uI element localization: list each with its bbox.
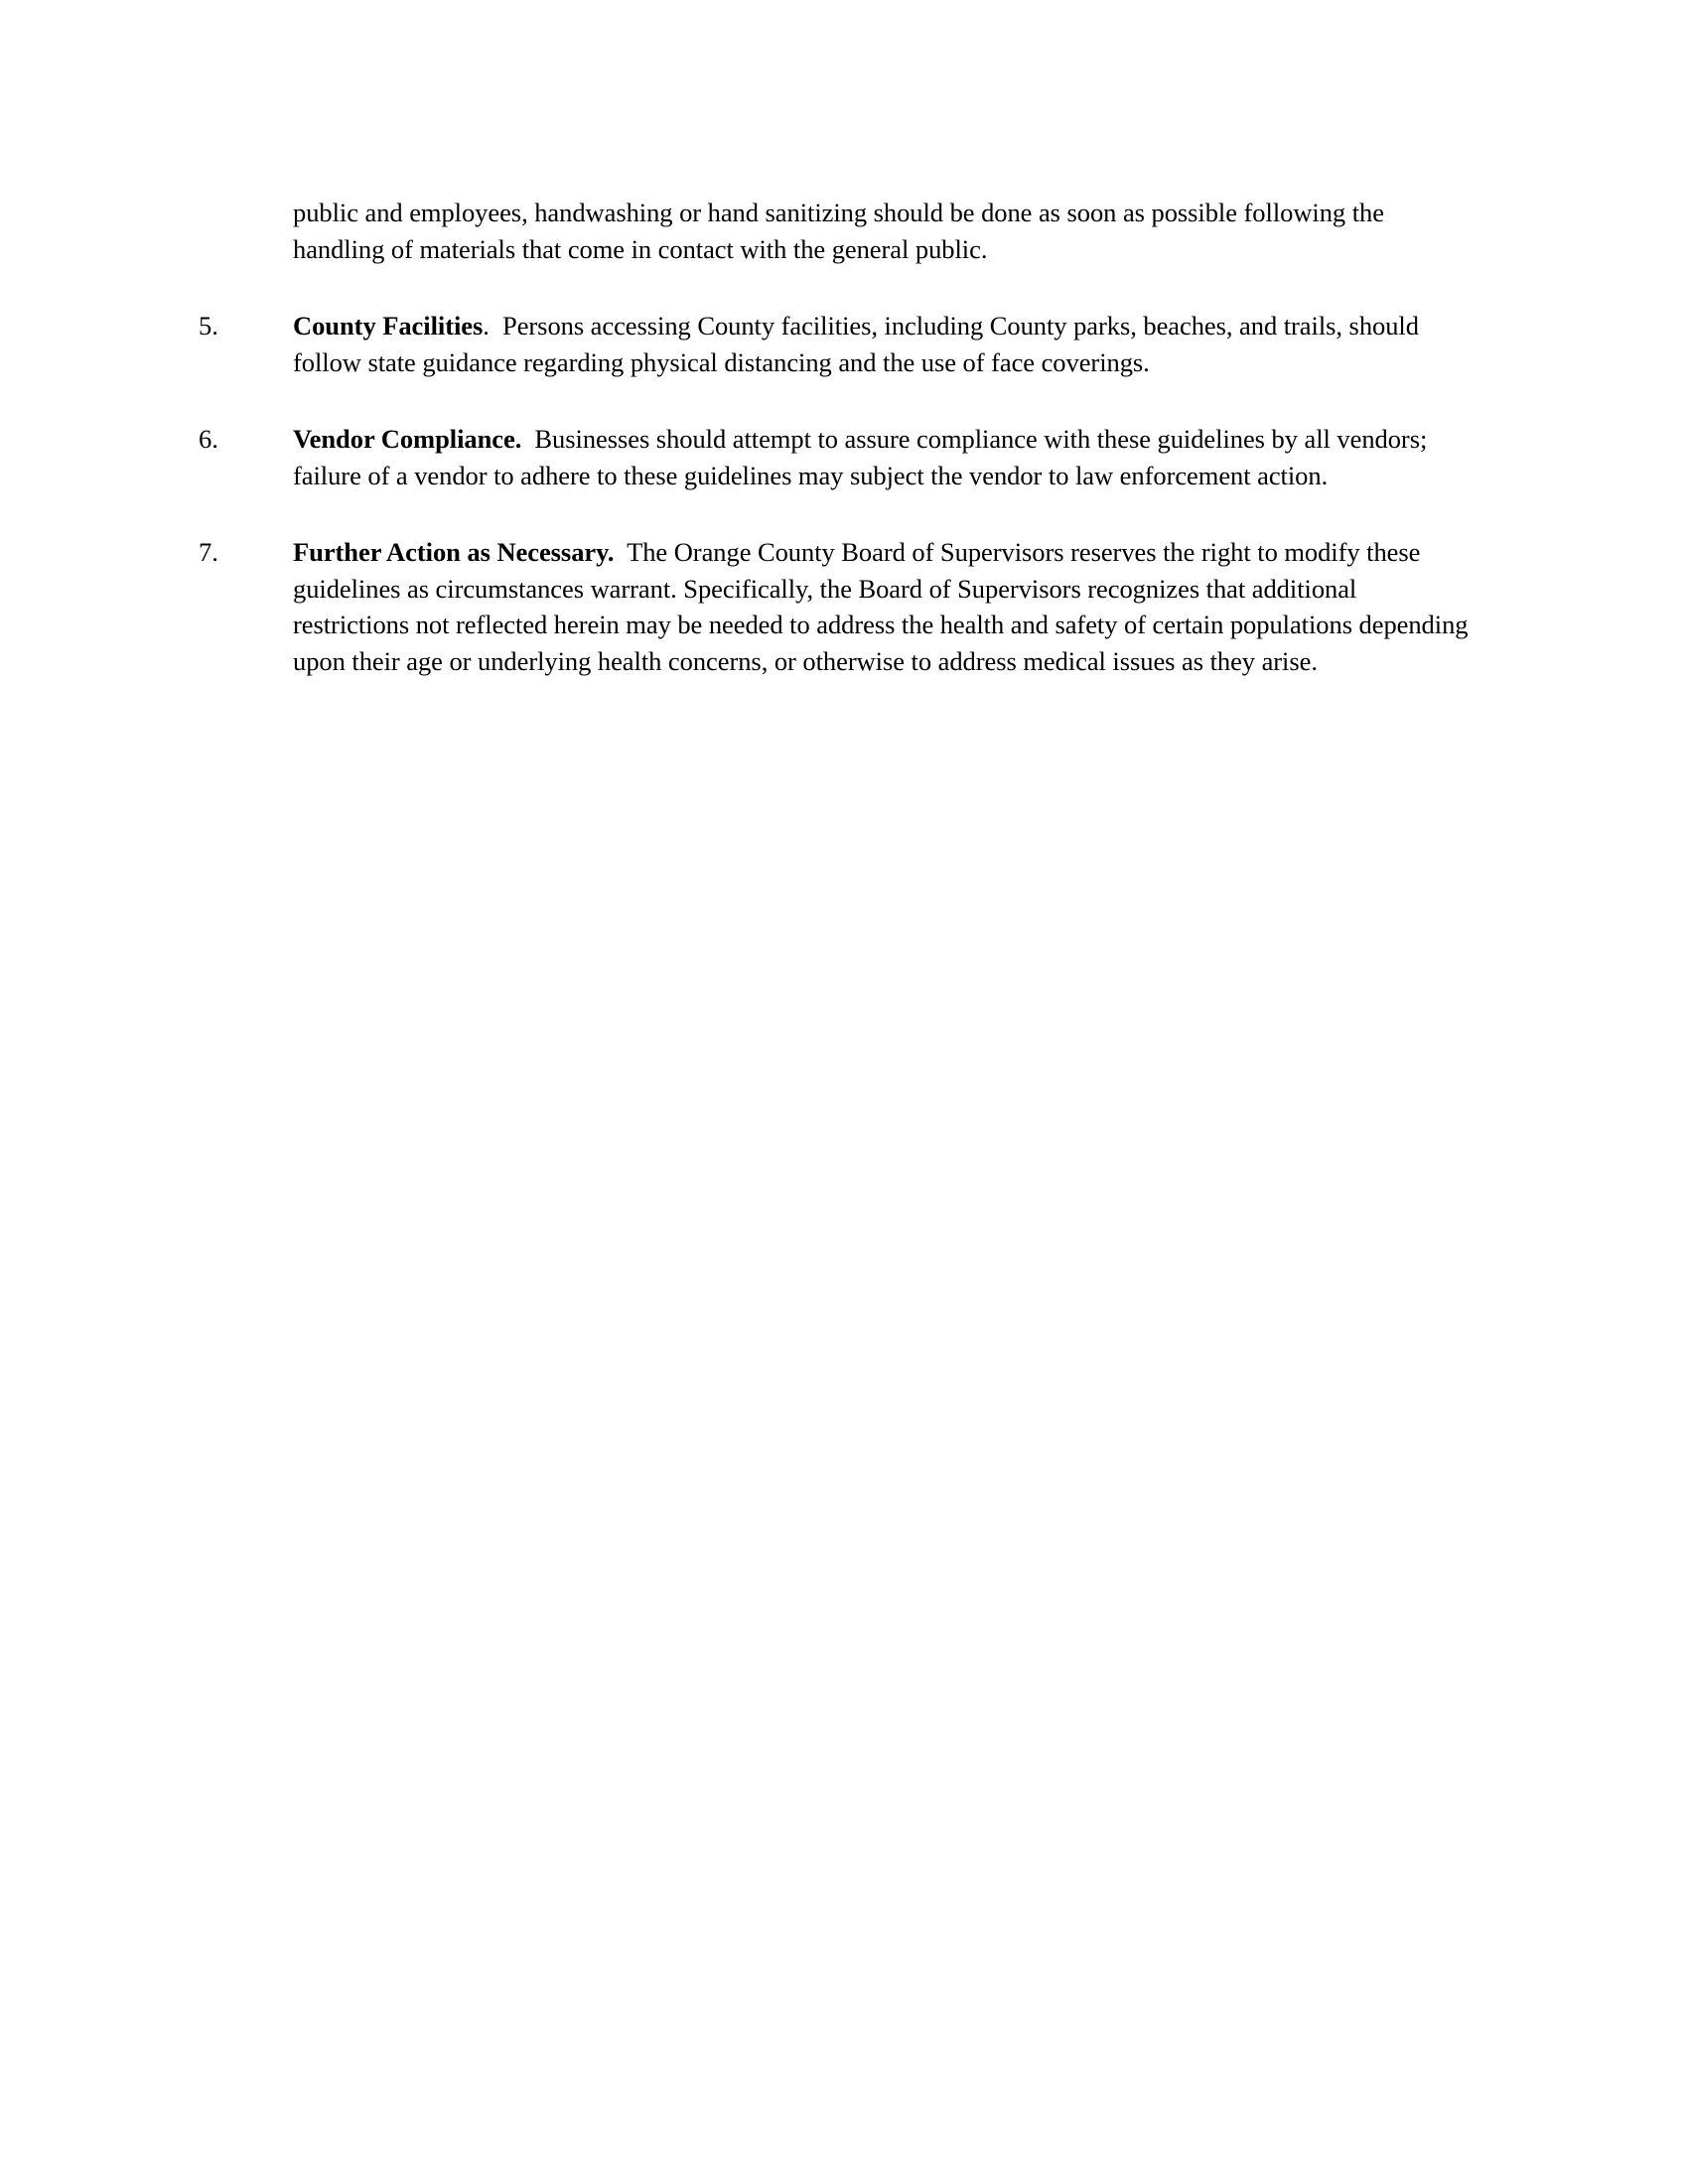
item-heading-punctuation: . [483, 311, 490, 341]
heading-body-spacer [614, 537, 627, 567]
item-body-text: Businesses should attempt to assure compliance with these guidelines by all vendors; failure of a vendor to adhere to these guidelines may subject the vendor to law enforcement action. [293, 424, 1428, 490]
item-number: 6. [199, 424, 218, 454]
numbered-item [195, 534, 1477, 679]
document-text-column [195, 195, 1477, 679]
item-body [293, 421, 1477, 493]
heading-body-spacer [490, 311, 502, 341]
item-body-text: The Orange County Board of Supervisors reserves the right to modify these guidelines as circumstances warrant. Specifically, the Board of Supervisors recognizes that additional restrictions not reflected herein may be needed to address the health and safety of certain populations depending upon their age or underlying health concerns, or otherwise to address medical issues as they arise. [293, 537, 1469, 676]
item-number: 7. [199, 537, 218, 567]
item-heading: County Facilities [293, 311, 484, 341]
numbered-item [195, 421, 1477, 493]
numbered-item [195, 308, 1477, 380]
item-body [293, 534, 1477, 679]
item-heading: Vendor Compliance. [293, 424, 522, 454]
item-body [293, 308, 1477, 380]
item-number: 5. [199, 311, 218, 341]
item-heading: Further Action as Necessary. [293, 537, 615, 567]
item-body-text: Persons accessing County facilities, including County parks, beaches, and trails, should follow state guidance regarding physical distancing and the use of face coverings. [293, 311, 1419, 377]
heading-body-spacer [521, 424, 534, 454]
continuation-paragraph: public and employees, handwashing or hand sanitizing should be done as soon as possible following the handling of materials that come in contact with the general public. [293, 198, 1384, 264]
